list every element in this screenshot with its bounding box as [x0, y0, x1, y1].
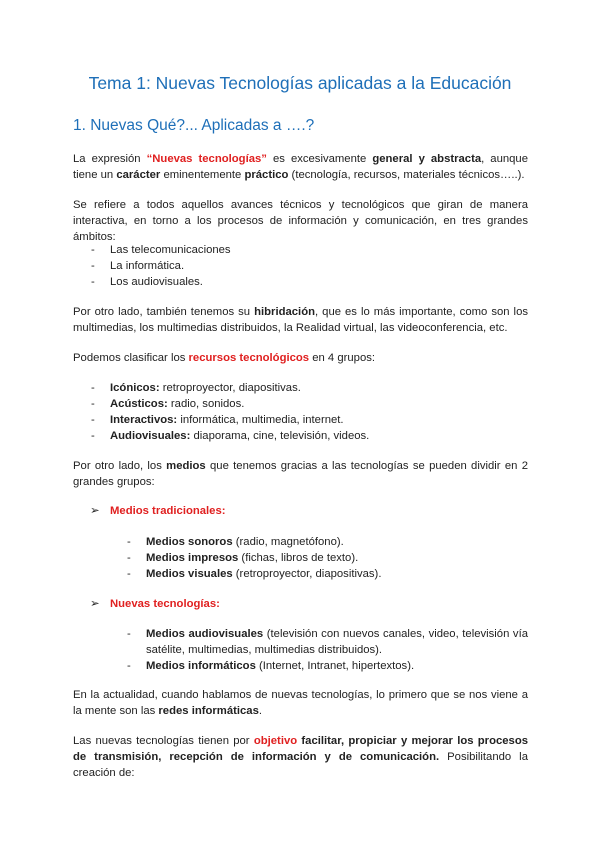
arrow-bullet-icon: ➢: [90, 505, 100, 517]
highlight-term: objetivo: [253, 735, 298, 747]
bold-term: práctico: [244, 169, 289, 181]
paragraph-objetivo: Las nuevas tecnologías tienen por objetivo facilitar, propiciar y mejorar los procesos de transmisión, recepción de información y de comunicación. Posibilitando la creación de:: [73, 735, 529, 779]
document-title: Tema 1: Nuevas Tecnologías aplicadas a la Educación: [88, 73, 512, 93]
section-heading: 1. Nuevas Qué?... Aplicadas a ….?: [73, 117, 315, 134]
list-item: - La informática.: [91, 260, 185, 272]
list-item: - Medios audiovisuales (televisión con nuevos canales, video, televisión vía satélite, multimedias, multimedias distribuidos).: [127, 628, 529, 656]
list-item: - Los audiovisuales.: [91, 276, 203, 288]
highlight-term: recursos tecnológicos: [188, 352, 310, 364]
highlight-term: “Nuevas tecnologías”: [146, 153, 267, 165]
bold-term: redes informáticas: [158, 705, 259, 717]
nuevas-list: [127, 626, 529, 674]
bold-term: facilitar, propiciar y mejorar los procesos de transmisión, recepción de información y de comunicación.: [73, 735, 529, 763]
list-item: - Icónicos: retroproyector, diapositivas.: [91, 382, 301, 394]
list-item: - Las telecomunicaciones: [91, 244, 231, 256]
list-item: - Interactivos: informática, multimedia, internet.: [91, 414, 344, 426]
bold-term: hibridación: [254, 306, 315, 318]
paragraph-medios: Por otro lado, los medios que tenemos gracias a las tecnologías se pueden dividir en 2 grandes grupos:: [73, 460, 528, 488]
paragraph-definition: Se refiere a todos aquellos avances técnicos y tecnológicos que giran de manera interactiva, en torno a los procesos de información y comunicación, en tres grandes ámbitos:: [73, 199, 528, 243]
list-item: - Medios informáticos (Internet, Intranet, hipertextos).: [127, 660, 415, 672]
bold-term: general y abstracta: [372, 153, 482, 165]
paragraph-redes: En la actualidad, cuando hablamos de nuevas tecnologías, lo primero que se nos viene a la mente son las redes informáticas.: [73, 689, 528, 717]
text-run: (tecnología, recursos, materiales técnicos…..).: [288, 169, 525, 181]
list-item: - Audiovisuales: diaporama, cine, televisión, videos.: [91, 430, 370, 442]
paragraph-hibridacion: Por otro lado, también tenemos su hibridación, que es lo más importante, como son los multimedias, los multimedias distribuidos, la Realidad virtual, las videoconferencia, etc.: [73, 306, 528, 334]
bold-term: carácter: [116, 169, 161, 181]
text-run: eminentemente: [160, 169, 245, 181]
text-run: es excesivamente: [266, 153, 373, 165]
tradicionales-list: [127, 534, 382, 582]
text-run: , aunque tiene un: [73, 153, 528, 181]
text-run: La expresión: [73, 153, 147, 165]
tradicionales-heading: ➢ Medios tradicionales:: [90, 505, 226, 517]
recursos-list: [91, 380, 370, 444]
nuevas-heading: ➢ Nuevas tecnologías:: [90, 598, 220, 610]
arrow-bullet-icon: ➢: [90, 598, 100, 610]
ambitos-list: [91, 242, 231, 290]
list-item: - Medios sonoros (radio, magnetófono).: [127, 536, 344, 548]
bold-term: medios: [166, 460, 206, 472]
paragraph-intro: [73, 151, 528, 183]
list-item: - Medios impresos (fichas, libros de texto).: [127, 552, 359, 564]
list-item: - Acústicos: radio, sonidos.: [91, 398, 245, 410]
paragraph-recursos: Podemos clasificar los recursos tecnológicos en 4 grupos:: [73, 352, 376, 364]
list-item: - Medios visuales (retroproyector, diapositivas).: [127, 568, 382, 580]
